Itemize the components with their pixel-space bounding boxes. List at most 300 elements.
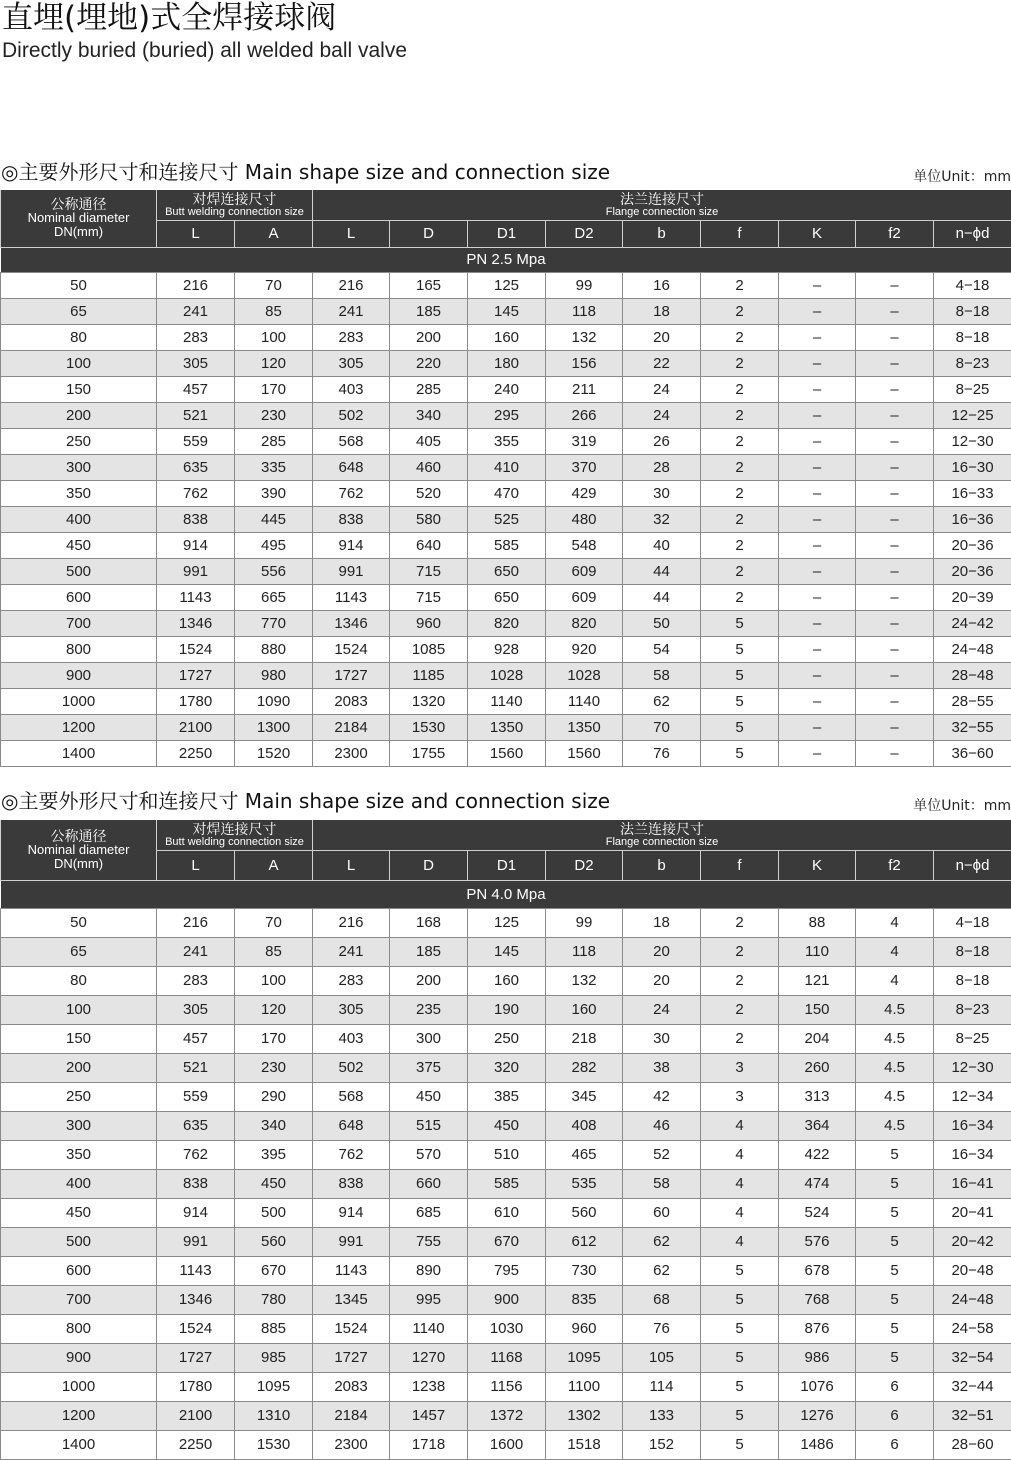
table-cell: 2 bbox=[701, 298, 779, 324]
table-cell: 24 bbox=[623, 995, 701, 1024]
table-row bbox=[1, 966, 1011, 995]
table-cell: 838 bbox=[157, 1169, 235, 1198]
table-cell: 1302 bbox=[546, 1401, 623, 1430]
table-cell: 525 bbox=[468, 506, 546, 532]
table-cell: 502 bbox=[313, 402, 390, 428]
table-cell: – bbox=[856, 636, 934, 662]
table-cell: 480 bbox=[546, 506, 623, 532]
table-cell: 2 bbox=[701, 350, 779, 376]
column-header: L bbox=[313, 220, 390, 247]
table-cell: 28 bbox=[623, 454, 701, 480]
table-cell: 216 bbox=[157, 908, 235, 937]
table-cell: – bbox=[779, 506, 856, 532]
table-cell: 422 bbox=[779, 1140, 856, 1169]
table-row bbox=[1, 532, 1011, 558]
table-cell: 170 bbox=[235, 1024, 313, 1053]
table-cell: – bbox=[779, 428, 856, 454]
table-cell: 500 bbox=[235, 1198, 313, 1227]
table-cell: 570 bbox=[390, 1140, 468, 1169]
table-cell: 2 bbox=[701, 532, 779, 558]
table-cell: 800 bbox=[1, 636, 157, 662]
table-cell: 241 bbox=[313, 298, 390, 324]
table-cell: 2184 bbox=[313, 714, 390, 740]
table-cell: 230 bbox=[235, 1053, 313, 1082]
table-cell: 1143 bbox=[313, 1256, 390, 1285]
table-cell: 300 bbox=[1, 1111, 157, 1140]
table-cell: 62 bbox=[623, 688, 701, 714]
table-cell: 770 bbox=[235, 610, 313, 636]
header-diam-unit: DN(mm) bbox=[1, 225, 156, 239]
table-cell: 985 bbox=[235, 1343, 313, 1372]
table-cell: 16 bbox=[623, 272, 701, 298]
table-cell: 4.5 bbox=[856, 1024, 934, 1053]
table-cell: 5 bbox=[701, 636, 779, 662]
table-cell: 3 bbox=[701, 1053, 779, 1082]
table-cell: 5 bbox=[856, 1227, 934, 1256]
table-cell: 4 bbox=[701, 1169, 779, 1198]
pressure-rating-row: PN 4.0 Mpa bbox=[1, 880, 1011, 908]
column-header: f bbox=[701, 220, 779, 247]
table-cell: 28−60 bbox=[934, 1430, 1011, 1459]
table-cell: 556 bbox=[235, 558, 313, 584]
table-cell: 1156 bbox=[468, 1372, 546, 1401]
table-cell: 5 bbox=[856, 1256, 934, 1285]
table-cell: 20−41 bbox=[934, 1198, 1011, 1227]
table-cell: 320 bbox=[468, 1053, 546, 1082]
table-cell: 1486 bbox=[779, 1430, 856, 1459]
table-cell: 70 bbox=[235, 908, 313, 937]
table-row bbox=[1, 995, 1011, 1024]
table-cell: – bbox=[779, 376, 856, 402]
table-cell: 1524 bbox=[313, 1314, 390, 1343]
table-cell: 283 bbox=[313, 324, 390, 350]
table-cell: 2300 bbox=[313, 1430, 390, 1459]
table-cell: 1320 bbox=[390, 688, 468, 714]
table-row bbox=[1, 454, 1011, 480]
table-cell: 355 bbox=[468, 428, 546, 454]
table-cell: 76 bbox=[623, 1314, 701, 1343]
table-cell: 3 bbox=[701, 1082, 779, 1111]
table-cell: 5 bbox=[856, 1314, 934, 1343]
table-cell: 150 bbox=[1, 376, 157, 402]
table-cell: 4.5 bbox=[856, 995, 934, 1024]
table-cell: 520 bbox=[390, 480, 468, 506]
table-row bbox=[1, 1227, 1011, 1256]
table-cell: 230 bbox=[235, 402, 313, 428]
table-cell: 521 bbox=[157, 402, 235, 428]
table-cell: 991 bbox=[157, 558, 235, 584]
table-row bbox=[1, 740, 1011, 766]
column-header: n−ϕd bbox=[934, 850, 1011, 880]
table-cell: 1350 bbox=[546, 714, 623, 740]
table-cell: 1346 bbox=[157, 610, 235, 636]
table-cell: 1400 bbox=[1, 740, 157, 766]
table-cell: 560 bbox=[235, 1227, 313, 1256]
table-cell: 980 bbox=[235, 662, 313, 688]
table-cell: 54 bbox=[623, 636, 701, 662]
header-flange-en: Flange connection size bbox=[313, 836, 1011, 848]
table-cell: 36−60 bbox=[934, 740, 1011, 766]
spec-table-pn40 bbox=[0, 820, 1011, 1460]
table-cell: 960 bbox=[390, 610, 468, 636]
table-cell: 914 bbox=[157, 1198, 235, 1227]
table-cell: 6 bbox=[856, 1372, 934, 1401]
table-cell: 1028 bbox=[546, 662, 623, 688]
header-butt-cn: 对焊连接尺寸 bbox=[157, 192, 312, 206]
section-heading-2: ◎主要外形尺寸和连接尺寸 Main shape size and connection size bbox=[1, 789, 610, 813]
table-cell: 250 bbox=[1, 428, 157, 454]
table-cell: 928 bbox=[468, 636, 546, 662]
table-cell: 2 bbox=[701, 402, 779, 428]
table-cell: 800 bbox=[1, 1314, 157, 1343]
table-cell: 216 bbox=[313, 272, 390, 298]
column-header: K bbox=[779, 850, 856, 880]
table-row bbox=[1, 1256, 1011, 1285]
table-cell: 4−18 bbox=[934, 908, 1011, 937]
table-cell: 408 bbox=[546, 1111, 623, 1140]
table-cell: 70 bbox=[623, 714, 701, 740]
table-cell: 105 bbox=[623, 1343, 701, 1372]
table-cell: 285 bbox=[235, 428, 313, 454]
table-cell: 100 bbox=[235, 324, 313, 350]
table-row bbox=[1, 376, 1011, 402]
table-cell: 180 bbox=[468, 350, 546, 376]
column-header: K bbox=[779, 220, 856, 247]
table-cell: 1140 bbox=[390, 1314, 468, 1343]
table-cell: 5 bbox=[701, 740, 779, 766]
table-cell: 585 bbox=[468, 532, 546, 558]
table-cell: 20−42 bbox=[934, 1227, 1011, 1256]
table-cell: – bbox=[779, 298, 856, 324]
table-cell: 991 bbox=[313, 1227, 390, 1256]
table-cell: 568 bbox=[313, 428, 390, 454]
table-cell: 1727 bbox=[313, 1343, 390, 1372]
header-diam-en: Nominal diameter bbox=[1, 843, 156, 857]
table-cell: 133 bbox=[623, 1401, 701, 1430]
table-cell: 99 bbox=[546, 908, 623, 937]
table-cell: 2250 bbox=[157, 740, 235, 766]
table-cell: – bbox=[856, 402, 934, 428]
table-cell: 305 bbox=[157, 995, 235, 1024]
table-cell: 755 bbox=[390, 1227, 468, 1256]
table-cell: 5 bbox=[701, 1372, 779, 1401]
table-row bbox=[1, 688, 1011, 714]
table-cell: 152 bbox=[623, 1430, 701, 1459]
table-cell: 44 bbox=[623, 558, 701, 584]
table-cell: 1524 bbox=[313, 636, 390, 662]
table-cell: 395 bbox=[235, 1140, 313, 1169]
table-cell: 640 bbox=[390, 532, 468, 558]
table-cell: 118 bbox=[546, 937, 623, 966]
table-cell: 1185 bbox=[390, 662, 468, 688]
table-cell: 4 bbox=[701, 1198, 779, 1227]
table-cell: 4.5 bbox=[856, 1053, 934, 1082]
column-header: n−ϕd bbox=[934, 220, 1011, 247]
table-cell: 445 bbox=[235, 506, 313, 532]
header-nominal-diameter bbox=[1, 190, 157, 247]
table-cell: 16−34 bbox=[934, 1111, 1011, 1140]
table-cell: 114 bbox=[623, 1372, 701, 1401]
table-row bbox=[1, 662, 1011, 688]
table-cell: – bbox=[779, 532, 856, 558]
table-cell: 160 bbox=[468, 324, 546, 350]
table-cell: 535 bbox=[546, 1169, 623, 1198]
table-cell: 370 bbox=[546, 454, 623, 480]
table-cell: 1345 bbox=[313, 1285, 390, 1314]
table-cell: 2 bbox=[701, 966, 779, 995]
table-cell: 502 bbox=[313, 1053, 390, 1082]
table-cell: 700 bbox=[1, 610, 157, 636]
table-cell: 2 bbox=[701, 584, 779, 610]
table-cell: 240 bbox=[468, 376, 546, 402]
header-diam-cn: 公称通径 bbox=[1, 197, 156, 211]
table-cell: 1530 bbox=[235, 1430, 313, 1459]
table-cell: 235 bbox=[390, 995, 468, 1024]
table-row bbox=[1, 714, 1011, 740]
table-cell: 283 bbox=[157, 324, 235, 350]
table-cell: 85 bbox=[235, 937, 313, 966]
table-cell: 650 bbox=[468, 584, 546, 610]
table-cell: 450 bbox=[1, 532, 157, 558]
table-cell: 568 bbox=[313, 1082, 390, 1111]
table-cell: 8−18 bbox=[934, 937, 1011, 966]
table-cell: 6 bbox=[856, 1401, 934, 1430]
table-cell: 400 bbox=[1, 1169, 157, 1198]
table-cell: 20−36 bbox=[934, 532, 1011, 558]
table-cell: 2 bbox=[701, 376, 779, 402]
column-header: L bbox=[157, 220, 235, 247]
table-cell: 500 bbox=[1, 558, 157, 584]
table-cell: 5 bbox=[701, 662, 779, 688]
table-cell: 880 bbox=[235, 636, 313, 662]
header-butt-welding bbox=[157, 820, 313, 850]
table-cell: 6 bbox=[856, 1430, 934, 1459]
table-cell: 216 bbox=[157, 272, 235, 298]
table-cell: 385 bbox=[468, 1082, 546, 1111]
table-cell: 16−33 bbox=[934, 480, 1011, 506]
table-row bbox=[1, 1401, 1011, 1430]
table-cell: 204 bbox=[779, 1024, 856, 1053]
table-cell: 635 bbox=[157, 454, 235, 480]
table-cell: 1524 bbox=[157, 636, 235, 662]
table-cell: 1168 bbox=[468, 1343, 546, 1372]
table-cell: 20 bbox=[623, 937, 701, 966]
table-cell: 715 bbox=[390, 558, 468, 584]
header-butt-welding bbox=[157, 190, 313, 220]
table-row bbox=[1, 350, 1011, 376]
table-cell: 495 bbox=[235, 532, 313, 558]
table-row bbox=[1, 1314, 1011, 1343]
table-cell: 295 bbox=[468, 402, 546, 428]
table-row bbox=[1, 272, 1011, 298]
table-cell: 42 bbox=[623, 1082, 701, 1111]
table-cell: 835 bbox=[546, 1285, 623, 1314]
table-cell: 5 bbox=[701, 714, 779, 740]
column-header: A bbox=[235, 220, 313, 247]
table-cell: 900 bbox=[1, 1343, 157, 1372]
table-cell: 125 bbox=[468, 272, 546, 298]
table-cell: 838 bbox=[157, 506, 235, 532]
section-heading-1: ◎主要外形尺寸和连接尺寸 Main shape size and connection size bbox=[1, 160, 610, 184]
table-cell: 1518 bbox=[546, 1430, 623, 1459]
table-cell: 125 bbox=[468, 908, 546, 937]
table-cell: 2 bbox=[701, 324, 779, 350]
table-cell: 450 bbox=[235, 1169, 313, 1198]
table-cell: 99 bbox=[546, 272, 623, 298]
table-cell: 121 bbox=[779, 966, 856, 995]
table-cell: 319 bbox=[546, 428, 623, 454]
table-cell: 2 bbox=[701, 506, 779, 532]
table-cell: 1310 bbox=[235, 1401, 313, 1430]
table-cell: – bbox=[856, 532, 934, 558]
header-diam-en: Nominal diameter bbox=[1, 211, 156, 225]
table-cell: 62 bbox=[623, 1256, 701, 1285]
table-row bbox=[1, 584, 1011, 610]
table-cell: 465 bbox=[546, 1140, 623, 1169]
table-cell: 32−51 bbox=[934, 1401, 1011, 1430]
table-cell: 165 bbox=[390, 272, 468, 298]
table-cell: 1524 bbox=[157, 1314, 235, 1343]
table-cell: 168 bbox=[390, 908, 468, 937]
table-cell: – bbox=[856, 324, 934, 350]
table-row bbox=[1, 402, 1011, 428]
table-cell: 5 bbox=[701, 1314, 779, 1343]
table-row bbox=[1, 1082, 1011, 1111]
table-cell: 12−30 bbox=[934, 428, 1011, 454]
table-cell: 1028 bbox=[468, 662, 546, 688]
table-cell: 340 bbox=[390, 402, 468, 428]
column-header: b bbox=[623, 220, 701, 247]
table-cell: 1030 bbox=[468, 1314, 546, 1343]
table-cell: – bbox=[779, 636, 856, 662]
header-butt-cn: 对焊连接尺寸 bbox=[157, 822, 312, 836]
header-flange-en: Flange connection size bbox=[313, 206, 1011, 218]
table-cell: 665 bbox=[235, 584, 313, 610]
table-cell: 670 bbox=[468, 1227, 546, 1256]
table-cell: 403 bbox=[313, 1024, 390, 1053]
table-cell: 60 bbox=[623, 1198, 701, 1227]
table-cell: 50 bbox=[623, 610, 701, 636]
table-cell: 1100 bbox=[546, 1372, 623, 1401]
column-header: D1 bbox=[468, 220, 546, 247]
table-cell: 1140 bbox=[468, 688, 546, 714]
table-cell: 474 bbox=[779, 1169, 856, 1198]
table-cell: – bbox=[779, 480, 856, 506]
table-cell: 560 bbox=[546, 1198, 623, 1227]
table-cell: 2100 bbox=[157, 1401, 235, 1430]
table-cell: 559 bbox=[157, 1082, 235, 1111]
table-cell: 24 bbox=[623, 376, 701, 402]
table-cell: 991 bbox=[313, 558, 390, 584]
table-cell: 1780 bbox=[157, 1372, 235, 1401]
table-cell: 2 bbox=[701, 908, 779, 937]
table-cell: 68 bbox=[623, 1285, 701, 1314]
table-cell: 730 bbox=[546, 1256, 623, 1285]
table-cell: 305 bbox=[313, 995, 390, 1024]
table-cell: 185 bbox=[390, 937, 468, 966]
table-row bbox=[1, 558, 1011, 584]
table-cell: 914 bbox=[313, 1198, 390, 1227]
table-cell: 80 bbox=[1, 966, 157, 995]
table-cell: 2184 bbox=[313, 1401, 390, 1430]
table-cell: 300 bbox=[390, 1024, 468, 1053]
table-row bbox=[1, 937, 1011, 966]
table-cell: – bbox=[779, 272, 856, 298]
table-cell: 1530 bbox=[390, 714, 468, 740]
table-cell: 8−23 bbox=[934, 995, 1011, 1024]
table-cell: 2 bbox=[701, 558, 779, 584]
table-cell: 4 bbox=[701, 1227, 779, 1256]
table-cell: 52 bbox=[623, 1140, 701, 1169]
table-cell: 46 bbox=[623, 1111, 701, 1140]
table-cell: 762 bbox=[157, 1140, 235, 1169]
table-cell: 1238 bbox=[390, 1372, 468, 1401]
table-cell: 216 bbox=[313, 908, 390, 937]
header-diam-unit: DN(mm) bbox=[1, 857, 156, 871]
table-cell: 1076 bbox=[779, 1372, 856, 1401]
table-cell: 2 bbox=[701, 1024, 779, 1053]
table-cell: 12−34 bbox=[934, 1082, 1011, 1111]
table-cell: – bbox=[779, 610, 856, 636]
table-cell: 8−25 bbox=[934, 376, 1011, 402]
column-header: b bbox=[623, 850, 701, 880]
header-flange-cn: 法兰连接尺寸 bbox=[313, 192, 1011, 206]
table-cell: 16−34 bbox=[934, 1140, 1011, 1169]
table-cell: 50 bbox=[1, 272, 157, 298]
table-cell: 335 bbox=[235, 454, 313, 480]
table-cell: 403 bbox=[313, 376, 390, 402]
table-cell: 20−48 bbox=[934, 1256, 1011, 1285]
table-cell: 838 bbox=[313, 506, 390, 532]
table-cell: 768 bbox=[779, 1285, 856, 1314]
table-cell: 4 bbox=[856, 937, 934, 966]
header-flange bbox=[313, 190, 1011, 220]
table-cell: – bbox=[856, 272, 934, 298]
table-cell: 838 bbox=[313, 1169, 390, 1198]
table-cell: 30 bbox=[623, 1024, 701, 1053]
table-cell: 160 bbox=[546, 995, 623, 1024]
table-cell: 986 bbox=[779, 1343, 856, 1372]
table-cell: 521 bbox=[157, 1053, 235, 1082]
table-cell: 900 bbox=[468, 1285, 546, 1314]
table-cell: 457 bbox=[157, 376, 235, 402]
table-cell: 200 bbox=[1, 402, 157, 428]
table-cell: 4.5 bbox=[856, 1082, 934, 1111]
table-cell: 62 bbox=[623, 1227, 701, 1256]
table-cell: – bbox=[856, 480, 934, 506]
table-cell: 2250 bbox=[157, 1430, 235, 1459]
table-cell: 876 bbox=[779, 1314, 856, 1343]
table-cell: 5 bbox=[856, 1169, 934, 1198]
table-cell: 1270 bbox=[390, 1343, 468, 1372]
table-cell: 1718 bbox=[390, 1430, 468, 1459]
table-cell: 648 bbox=[313, 1111, 390, 1140]
table-cell: 5 bbox=[701, 1430, 779, 1459]
table-cell: 305 bbox=[157, 350, 235, 376]
table-cell: 609 bbox=[546, 584, 623, 610]
table-cell: 795 bbox=[468, 1256, 546, 1285]
table-cell: 2100 bbox=[157, 714, 235, 740]
table-cell: 991 bbox=[157, 1227, 235, 1256]
table-cell: 5 bbox=[701, 1285, 779, 1314]
table-cell: – bbox=[779, 558, 856, 584]
table-cell: – bbox=[779, 688, 856, 714]
table-cell: 132 bbox=[546, 324, 623, 350]
table-cell: 1560 bbox=[468, 740, 546, 766]
table-row bbox=[1, 1140, 1011, 1169]
table-cell: 200 bbox=[390, 966, 468, 995]
table-cell: 914 bbox=[313, 532, 390, 558]
